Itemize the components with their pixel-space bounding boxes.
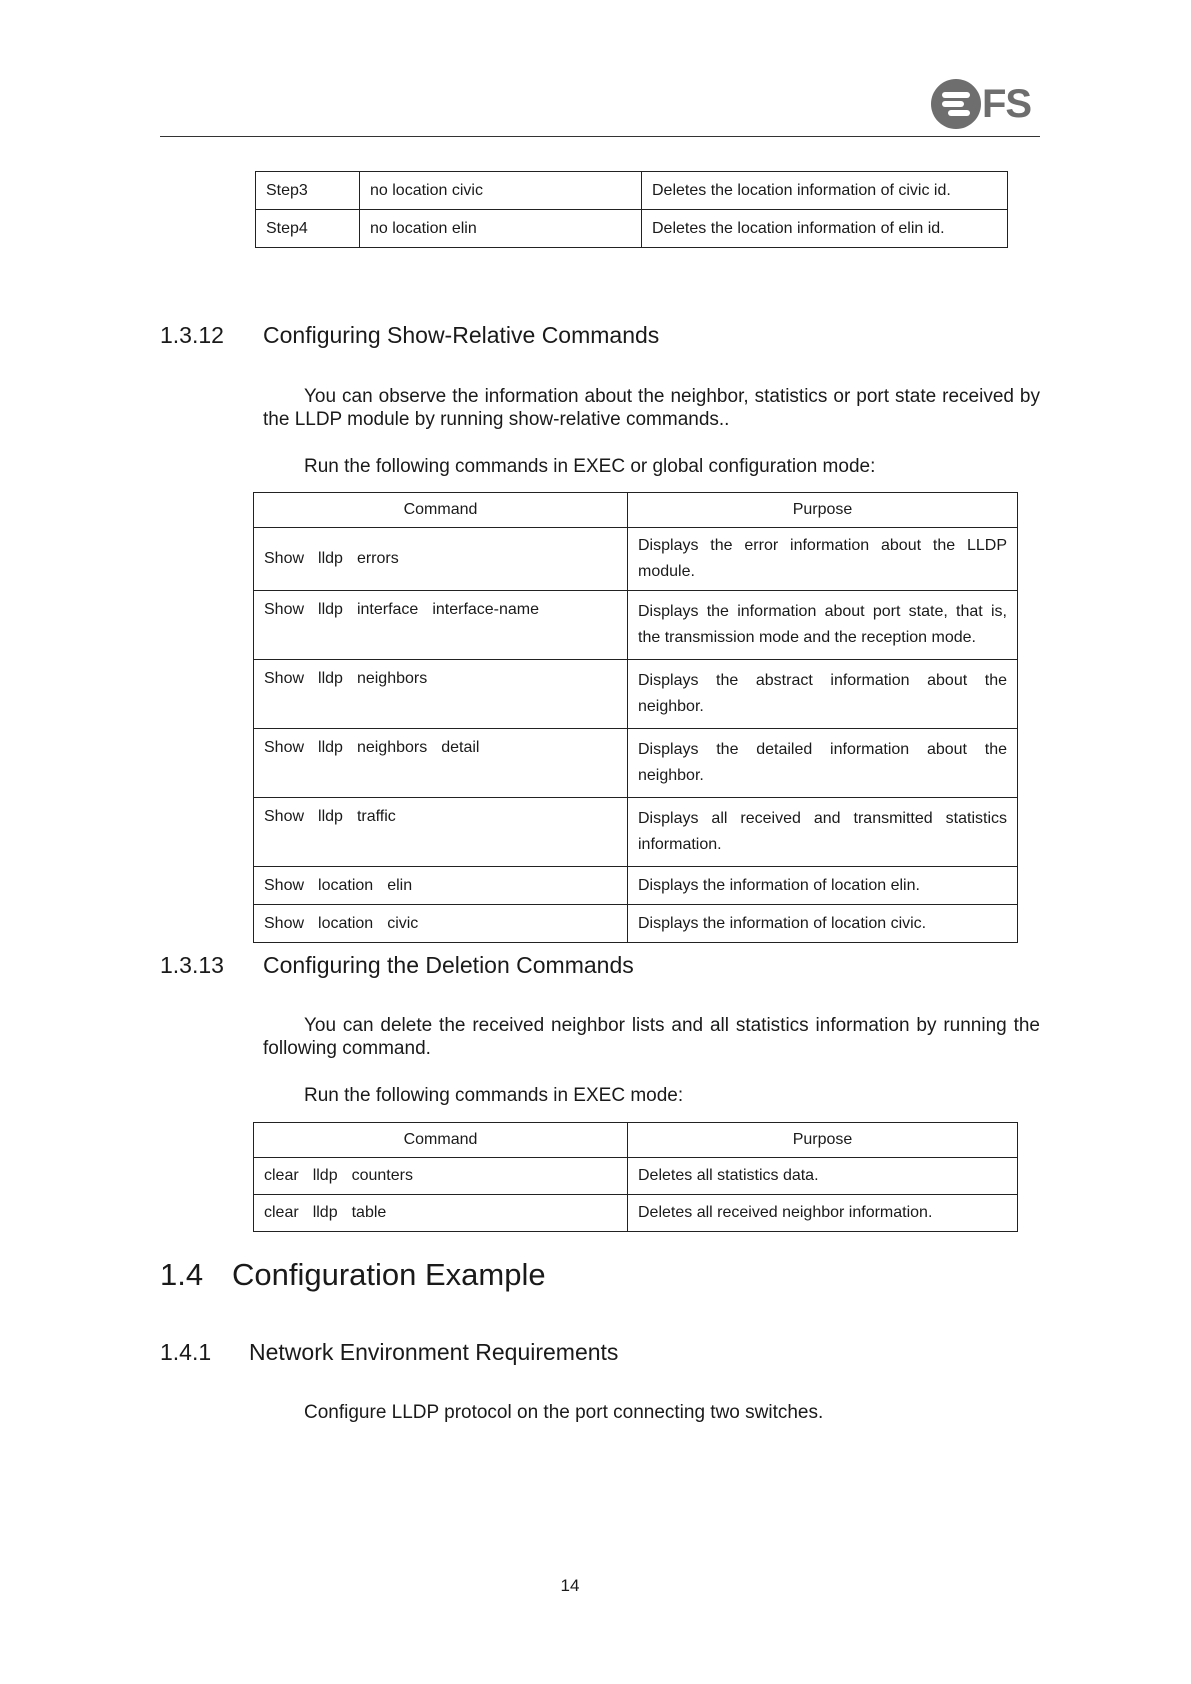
column-header-purpose: Purpose xyxy=(628,493,1018,528)
table-row xyxy=(254,1195,1018,1232)
command-token: traffic xyxy=(356,808,396,825)
page-number: 14 xyxy=(560,1576,580,1595)
column-header-command: Command xyxy=(254,1123,628,1158)
purpose-cell: Displays the information about port state, that is, the transmission mode and the reception mode. xyxy=(628,591,1018,660)
purpose-cell: Displays all received and transmitted statistics information. xyxy=(628,798,1018,867)
section-title: Configuring Show-Relative Commands xyxy=(263,322,660,348)
command-token: detail xyxy=(441,739,480,756)
command-token: lldp xyxy=(312,1204,338,1221)
command-cell xyxy=(254,729,628,798)
command-token: Show xyxy=(264,670,305,687)
command-token: interface xyxy=(356,601,419,618)
section-number: 1.4.1 xyxy=(160,1339,212,1365)
command-token: elin xyxy=(387,876,413,894)
command-cell: no location civic xyxy=(360,172,642,210)
show-commands-table xyxy=(253,492,1018,943)
command-token: lldp xyxy=(312,1167,338,1184)
command-token: lldp xyxy=(318,739,343,756)
command-token: errors xyxy=(356,550,399,567)
command-cell xyxy=(254,528,628,591)
column-header-purpose: Purpose xyxy=(628,1123,1018,1158)
paragraph xyxy=(263,1014,1040,1060)
table-row xyxy=(254,905,1018,943)
command-token: neighbors xyxy=(356,670,428,687)
command-token: Show xyxy=(264,601,305,618)
paragraph-text: You can delete the received neighbor lists and all statistics information by running the following command. xyxy=(263,1015,1040,1059)
purpose-cell: Displays the detailed information about the neighbor. xyxy=(628,729,1018,798)
fs-logo xyxy=(930,76,1040,132)
command-cell xyxy=(254,798,628,867)
step-cell: Step3 xyxy=(256,172,360,210)
command-token: counters xyxy=(351,1167,413,1184)
table-header-row xyxy=(254,1123,1018,1158)
section-title: Configuring the Deletion Commands xyxy=(263,952,634,978)
section-number: 1.3.13 xyxy=(160,952,224,978)
purpose-cell: Deletes the location information of elin id. xyxy=(642,210,1008,248)
command-cell xyxy=(254,591,628,660)
table-row xyxy=(254,660,1018,729)
steps-table xyxy=(255,171,1008,248)
paragraph-text: You can observe the information about the neighbor, statistics or port state received by the LLDP module by running show-relative commands.. xyxy=(263,386,1040,430)
command-token: table xyxy=(351,1204,387,1221)
table-row xyxy=(254,729,1018,798)
run-instruction: Run the following commands in EXEC mode: xyxy=(304,1085,684,1106)
command-token: interface-name xyxy=(432,601,540,618)
table-row xyxy=(254,867,1018,905)
run-instruction: Run the following commands in EXEC or global configuration mode: xyxy=(304,456,876,477)
command-cell xyxy=(254,867,628,905)
table-row xyxy=(254,528,1018,591)
command-token: lldp xyxy=(318,808,343,825)
paragraph xyxy=(263,385,1040,431)
header-divider xyxy=(160,136,1040,137)
command-token: lldp xyxy=(318,550,343,567)
section-title: Network Environment Requirements xyxy=(249,1339,619,1365)
command-cell xyxy=(254,905,628,943)
command-token: clear xyxy=(264,1204,299,1221)
section-title: Configuration Example xyxy=(232,1257,546,1292)
command-token: Show xyxy=(264,914,305,932)
command-token: neighbors xyxy=(356,739,428,756)
table-row xyxy=(254,1158,1018,1195)
command-cell xyxy=(254,1158,628,1195)
column-header-command: Command xyxy=(254,493,628,528)
command-token: lldp xyxy=(318,601,343,618)
section-number: 1.4 xyxy=(160,1257,204,1292)
purpose-cell: Displays the information of location elin. xyxy=(628,867,1018,905)
table-row xyxy=(254,798,1018,867)
command-token: Show xyxy=(264,550,305,567)
command-token: lldp xyxy=(318,670,343,687)
table-header-row xyxy=(254,493,1018,528)
command-token: Show xyxy=(264,808,305,825)
purpose-cell: Deletes the location information of civic id. xyxy=(642,172,1008,210)
section-number: 1.3.12 xyxy=(160,322,224,348)
command-token: location xyxy=(318,876,374,894)
logo-text: FS xyxy=(982,82,1032,126)
table-row xyxy=(256,210,1008,248)
table-row xyxy=(254,591,1018,660)
command-cell: no location elin xyxy=(360,210,642,248)
command-token: location xyxy=(318,914,374,932)
clear-commands-table xyxy=(253,1122,1018,1232)
step-cell: Step4 xyxy=(256,210,360,248)
command-token: Show xyxy=(264,739,305,756)
purpose-cell: Displays the abstract information about the neighbor. xyxy=(628,660,1018,729)
command-token: clear xyxy=(264,1167,299,1184)
paragraph: Configure LLDP protocol on the port connecting two switches. xyxy=(304,1402,824,1423)
command-cell xyxy=(254,1195,628,1232)
command-cell xyxy=(254,660,628,729)
command-token: civic xyxy=(387,914,419,932)
purpose-cell: Displays the error information about the LLDP module. xyxy=(628,528,1018,591)
table-row xyxy=(256,172,1008,210)
purpose-cell: Displays the information of location civic. xyxy=(628,905,1018,943)
fs-logo-icon xyxy=(930,76,982,132)
command-token: Show xyxy=(264,876,305,894)
purpose-cell: Deletes all received neighbor information. xyxy=(628,1195,1018,1232)
purpose-cell: Deletes all statistics data. xyxy=(628,1158,1018,1195)
